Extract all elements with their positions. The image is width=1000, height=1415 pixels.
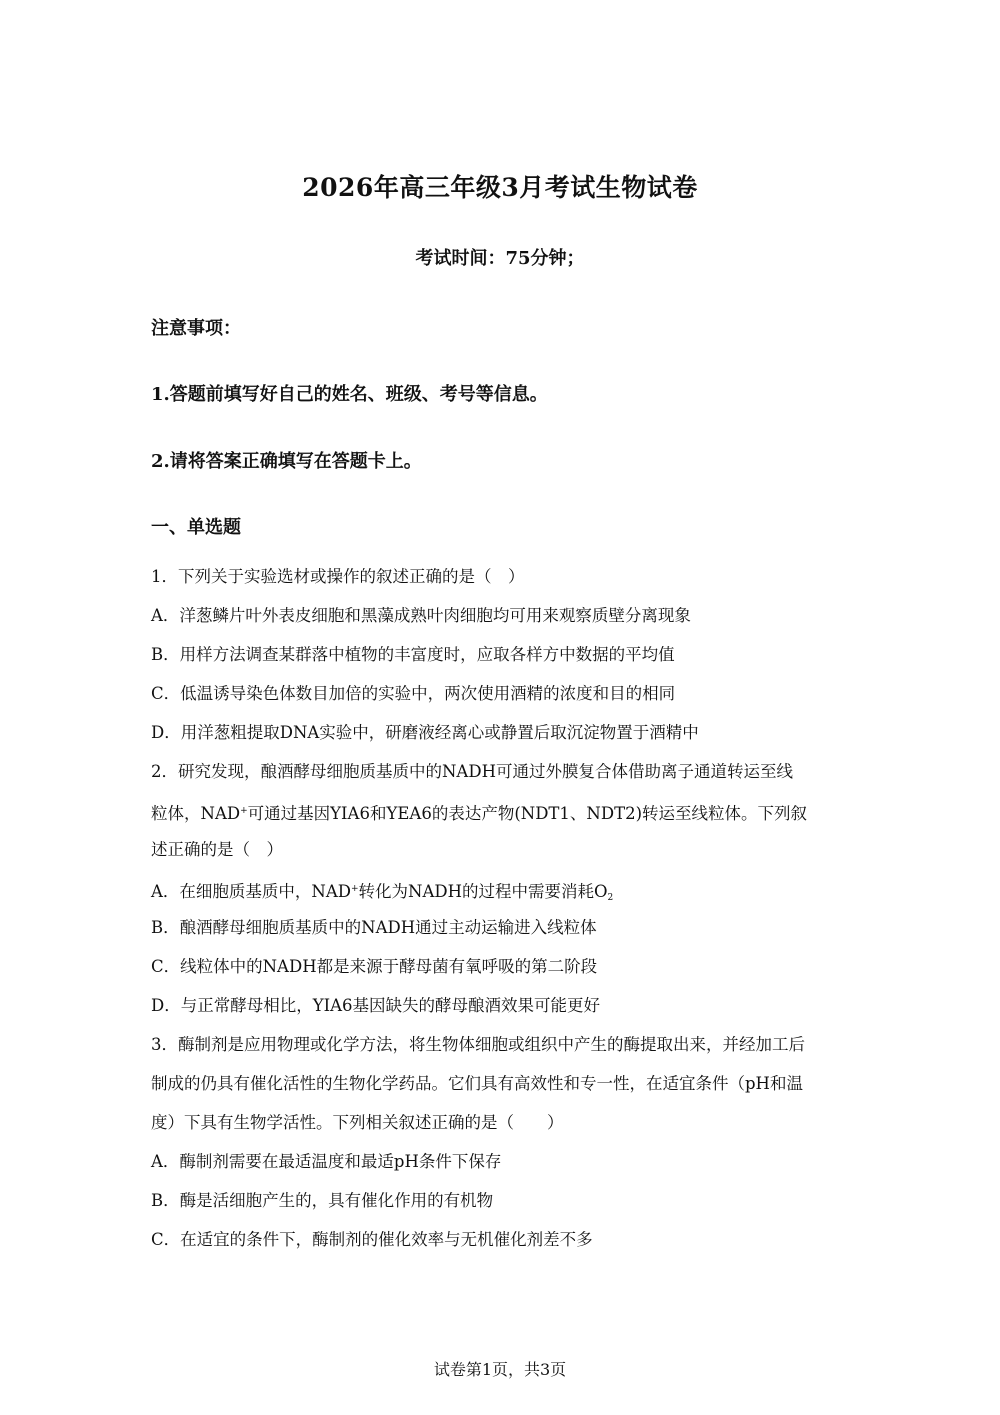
superscript-plus: +	[240, 806, 248, 816]
exam-time: 考试时间：75分钟；	[415, 248, 585, 269]
question-2-stem-line-3: 述正确的是（ ）	[151, 840, 283, 859]
question-2-option-b: B．酿酒酵母细胞质基质中的NADH通过主动运输进入线粒体	[151, 918, 597, 937]
question-2-option-a-part-a: A．在细胞质基质中，NAD	[151, 882, 351, 901]
question-1-option-c: C．低温诱导染色体数目加倍的实验中，两次使用酒精的浓度和目的相同	[151, 684, 676, 703]
question-1-option-d: D．用洋葱粗提取DNA实验中，研磨液经离心或静置后取沉淀物置于酒精中	[151, 723, 699, 742]
question-2-option-a	[151, 879, 851, 908]
notice-item-1: 1.答题前填写好自己的姓名、班级、考号等信息。	[151, 384, 548, 405]
notice-item-2: 2.请将答案正确填写在答题卡上。	[151, 451, 422, 472]
notice-heading: 注意事项：	[151, 318, 241, 339]
question-2-stem-line-2-part-a: 粒体，NAD	[151, 804, 241, 823]
question-3-option-b: B．酶是活细胞产生的，具有催化作用的有机物	[151, 1191, 494, 1210]
question-2-option-c: C．线粒体中的NADH都是来源于酵母菌有氧呼吸的第二阶段	[151, 957, 598, 976]
subscript-two: 2	[607, 893, 614, 903]
question-2-option-a-part-b: 转化为NADH的过程中需要消耗O	[358, 882, 608, 901]
question-2-option-d: D．与正常酵母相比，YIA6基因缺失的酵母酿酒效果可能更好	[151, 996, 601, 1015]
section-heading: 一、单选题	[151, 517, 241, 538]
question-3-option-a: A．酶制剂需要在最适温度和最适pH条件下保存	[151, 1152, 502, 1171]
superscript-plus: +	[351, 884, 359, 894]
question-1-option-a: A．洋葱鳞片叶外表皮细胞和黑藻成熟叶肉细胞均可用来观察质壁分离现象	[151, 606, 691, 625]
question-1-option-b: B．用样方法调查某群落中植物的丰富度时，应取各样方中数据的平均值	[151, 645, 675, 664]
question-2-stem-line-1: 2．研究发现，酿酒酵母细胞质基质中的NADH可通过外膜复合体借助离子通道转运至线	[151, 762, 793, 781]
page-footer: 试卷第1页，共3页	[433, 1360, 567, 1379]
question-3-stem-line-3: 度）下具有生物学活性。下列相关叙述正确的是（ ）	[151, 1113, 564, 1132]
question-1-stem: 1．下列关于实验选材或操作的叙述正确的是（ ）	[151, 567, 525, 586]
page-title: 2026年高三年级3月考试生物试卷	[302, 173, 698, 202]
question-2-stem-line-2	[151, 801, 851, 824]
question-3-option-c: C．在适宜的条件下，酶制剂的催化效率与无机催化剂差不多	[151, 1230, 593, 1249]
question-3-stem-line-1: 3．酶制剂是应用物理或化学方法，将生物体细胞或组织中产生的酶提取出来，并经加工后	[151, 1035, 805, 1054]
question-3-stem-line-2: 制成的仍具有催化活性的生物化学药品。它们具有高效性和专一性，在适宜条件（pH和温	[151, 1074, 803, 1093]
question-2-stem-line-2-part-b: 可通过基因YIA6和YEA6的表达产物(NDT1、NDT2)转运至线粒体。下列叙	[247, 804, 808, 823]
